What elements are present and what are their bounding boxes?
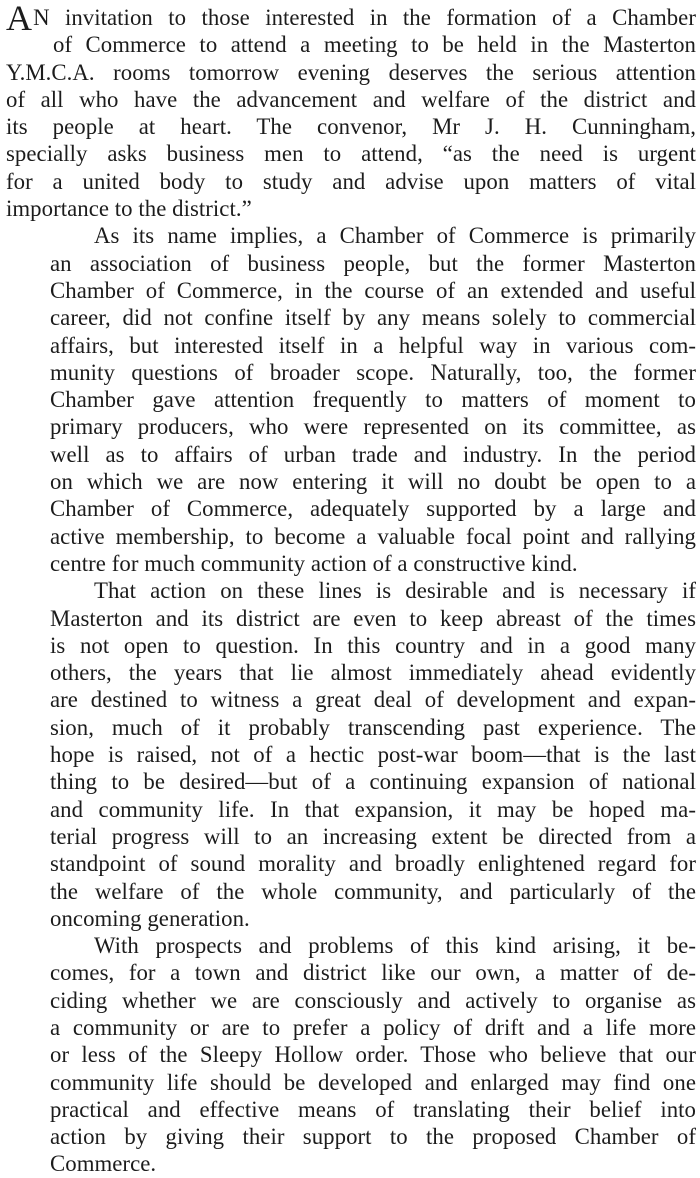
text-line: Chamber of Commerce, in the course of an extended and useful bbox=[50, 277, 696, 303]
text-line: importance to the district.” bbox=[6, 196, 252, 222]
text-line: an association of business people, but the former Masterton bbox=[50, 250, 696, 276]
paragraph-4 bbox=[6, 932, 696, 1178]
text-line: ciding whether we are consciously and actively to organise as bbox=[50, 987, 696, 1013]
text-line: is not open to question. In this country and in a good many bbox=[50, 632, 696, 658]
text-line: munity questions of broader scope. Naturally, too, the former bbox=[50, 359, 696, 385]
text-line: affairs, but interested itself in a helpful way in various com- bbox=[50, 332, 696, 358]
text-line: action by giving their support to the proposed Chamber of bbox=[50, 1124, 696, 1150]
paragraph-3 bbox=[6, 577, 696, 932]
text-line: career, did not confine itself by any means solely to commercial bbox=[50, 305, 696, 331]
text-line: Commerce. bbox=[50, 1151, 157, 1177]
text-line: and community life. In that expansion, it may be hoped ma- bbox=[50, 796, 696, 822]
text-line: the welfare of the whole community, and particularly of the bbox=[50, 878, 696, 904]
text-line: As its name implies, a Chamber of Commerce is primarily bbox=[94, 223, 696, 249]
text-line: active membership, to become a valuable focal point and rallying bbox=[50, 523, 696, 549]
line-text: N invitation to those interested in the formation of a Chamber bbox=[33, 5, 696, 30]
text-line: community life should be developed and enlarged may find one bbox=[50, 1069, 696, 1095]
text-line bbox=[6, 0, 696, 38]
text-line: of all who have the advancement and welfare of the district and bbox=[6, 86, 696, 112]
drop-cap: A bbox=[6, 0, 33, 38]
text-line: of Commerce to attend a meeting to be held in the Masterton bbox=[53, 32, 696, 58]
text-line: centre for much community action of a constructive kind. bbox=[50, 550, 578, 576]
text-line: Chamber gave attention frequently to matters of moment to bbox=[50, 387, 696, 413]
text-line: for a united body to study and advise upon matters of vital bbox=[6, 168, 696, 194]
text-line: That action on these lines is desirable and is necessary if bbox=[94, 578, 696, 604]
text-line: on which we are now entering it will no doubt be open to a bbox=[50, 469, 696, 495]
text-line: With prospects and problems of this kind arising, it be- bbox=[94, 933, 696, 959]
text-line: Y.M.C.A. rooms tomorrow evening deserves the serious attention bbox=[6, 59, 696, 85]
text-line: standpoint of sound morality and broadly enlightened regard for bbox=[50, 851, 696, 877]
text-line: a community or are to prefer a policy of drift and a life more bbox=[50, 1014, 696, 1040]
text-line: terial progress will to an increasing extent be directed from a bbox=[50, 823, 696, 849]
text-line: comes, for a town and district like our own, a matter of de- bbox=[50, 960, 696, 986]
text-line: Chamber of Commerce, adequately supported by a large and bbox=[50, 496, 696, 522]
text-line: its people at heart. The convenor, Mr J. H. Cunningham, bbox=[6, 114, 696, 140]
text-line: are destined to witness a great deal of development and expan- bbox=[50, 687, 696, 713]
paragraph-1 bbox=[6, 0, 696, 222]
text-line: others, the years that lie almost immediately ahead evidently bbox=[50, 660, 696, 686]
text-line: Masterton and its district are even to keep abreast of the times bbox=[50, 605, 696, 631]
text-line: thing to be desired—but of a continuing expansion of national bbox=[50, 769, 696, 795]
paragraph-2 bbox=[6, 222, 696, 577]
text-line: primary producers, who were represented on its committee, as bbox=[50, 414, 696, 440]
text-line: or less of the Sleepy Hollow order. Those who believe that our bbox=[50, 1042, 696, 1068]
text-line: oncoming generation. bbox=[50, 905, 250, 931]
text-line: practical and effective means of translating their belief into bbox=[50, 1096, 696, 1122]
text-line: hope is raised, not of a hectic post-war boom—that is the last bbox=[50, 742, 696, 768]
text-line: specially asks business men to attend, “as the need is urgent bbox=[6, 141, 696, 167]
text-line: well as to affairs of urban trade and industry. In the period bbox=[50, 441, 696, 467]
text-line: sion, much of it probably transcending past experience. The bbox=[50, 714, 696, 740]
